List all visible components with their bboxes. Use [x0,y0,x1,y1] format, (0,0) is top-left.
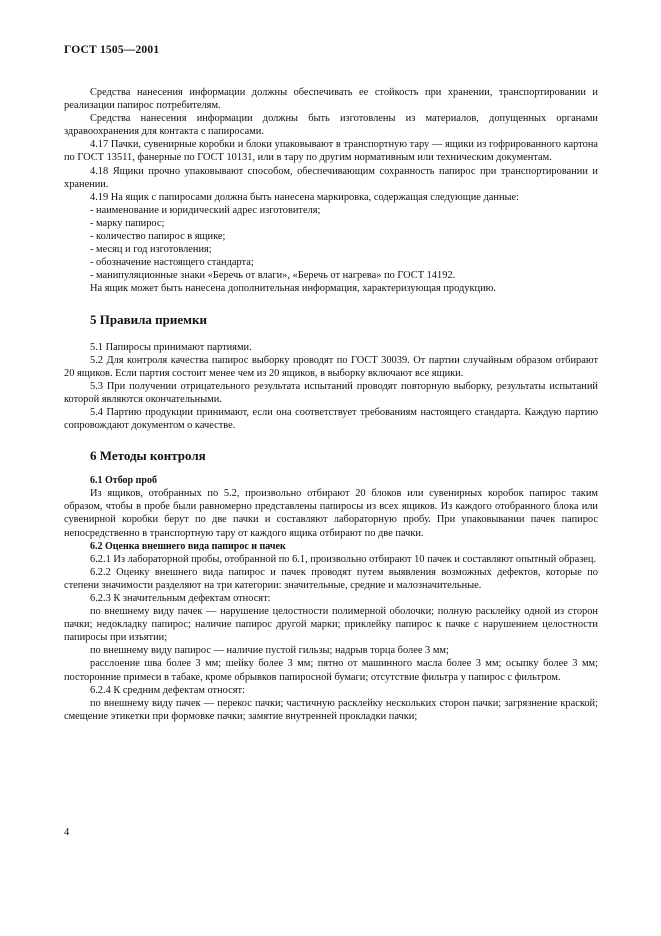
paragraph: Средства нанесения информации должны обеспечивать ее стойкость при хранении, транспортировании и реализации папирос потребителям. [64,87,598,112]
paragraph: 5.3 При получении отрицательного результата испытаний проводят повторную выборку, результаты испытаний которой являются окончательными. [64,380,598,405]
subsection-title: 6.2 Оценка внешнего вида папирос и пачек [90,540,286,552]
paragraph: 4.18 Ящики прочно упаковывают способом, обеспечивающим сохранность папирос при транспортировании и хранении. [64,165,598,190]
paragraph: по внешнему виду папирос — наличие пустой гильзы; надрыв торца более 3 мм; [90,645,449,657]
paragraph: На ящик может быть нанесена дополнительная информация, характеризующая продукцию. [90,283,496,295]
list-item: - количество папирос в ящике; [90,231,226,243]
subsection-title: 6.1 Отбор проб [90,475,157,487]
list-item: - месяц и год изготовления; [90,244,212,256]
section-title: 6 Методы контроля [90,448,206,464]
paragraph: по внешнему виду пачек — нарушение целостности полимерной оболочки; полную расклейку одной из сторон пачки; недокладку папирос; наличие папирос другой марки; приклейку папирос к пачке с нарушением целостности папиросы при изъятии; [64,606,598,644]
section-title: 5 Правила приемки [90,311,207,327]
document-body [64,77,598,723]
paragraph: 4.17 Пачки, сувенирные коробки и блоки упаковывают в транспортную тару — ящики из гофрированного картона по ГОСТ 13511, фанерные по ГОСТ 10131, или в тару по другим нормативным или техническим документам. [64,139,598,164]
list-item: - обозначение настоящего стандарта; [90,257,254,269]
page-number: 4 [64,827,70,838]
paragraph: Из ящиков, отобранных по 5.2, произвольно отбирают 20 блоков или сувенирных коробок папирос таким образом, чтобы в пробе были равномерно представлены папиросы из всех ящиков. Из каждого отобранного блока или сувенирной коробки берут по две пачки и составляют лабораторную пробу. При упаковывании пачек папирос непосредственно в транспортную тару от каждого ящика отбирают по две пачки. [64,488,598,539]
paragraph: Средства нанесения информации должны быть изготовлены из материалов, допущенных органами здравоохранения для контакта с папиросами. [64,113,598,138]
paragraph: 5.2 Для контроля качества папирос выборку проводят по ГОСТ 30039. От партии случайным образом отбирают 20 ящиков. Если партия состоит менее чем из 20 ящиков, в выборку включают все ящики. [64,354,598,379]
paragraph: по внешнему виду пачек — перекос пачки; частичную расклейку нескольких сторон пачки; загрязнение краской; смещение этикетки при формовке пачки; замятие внутренней прокладки пачки; [64,697,598,722]
list-item: - наименование и юридический адрес изготовителя; [90,204,321,216]
list-item: - марку папирос; [90,217,165,229]
document-header: ГОСТ 1505—2001 [64,44,160,56]
paragraph: 6.2.2 Оценку внешнего вида папирос и пачек проводят путем выявления возможных дефектов, которые по степени значимости разделяют на три категории: значительные, средние и малозначительные. [64,566,598,591]
paragraph: 4.19 На ящик с папиросами должна быть нанесена маркировка, содержащая следующие данные: [90,191,520,203]
paragraph: 6.2.1 Из лабораторной пробы, отобранной по 6.1, произвольно отбирают 10 пачек и составляют опытный образец. [90,553,597,565]
list-item: - манипуляционные знаки «Беречь от влаги», «Беречь от нагрева» по ГОСТ 14192. [90,270,456,282]
paragraph: расслоение шва более 3 мм; шейку более 3 мм; пятно от машинного масла более 3 мм; осыпку более 3 мм; посторонние примеси в табаке, кроме обрывков папиросной бумаги; отсутствие фильтра у папирос с фильтром. [64,658,598,683]
paragraph: 6.2.4 К средним дефектам относят: [90,684,245,696]
paragraph: 5.1 Папиросы принимают партиями. [90,341,252,353]
paragraph: 5.4 Партию продукции принимают, если она соответствует требованиям настоящего стандарта. Каждую партию сопровождают документом о качестве. [64,406,598,432]
paragraph: 6.2.3 К значительным дефектам относят: [90,593,271,604]
